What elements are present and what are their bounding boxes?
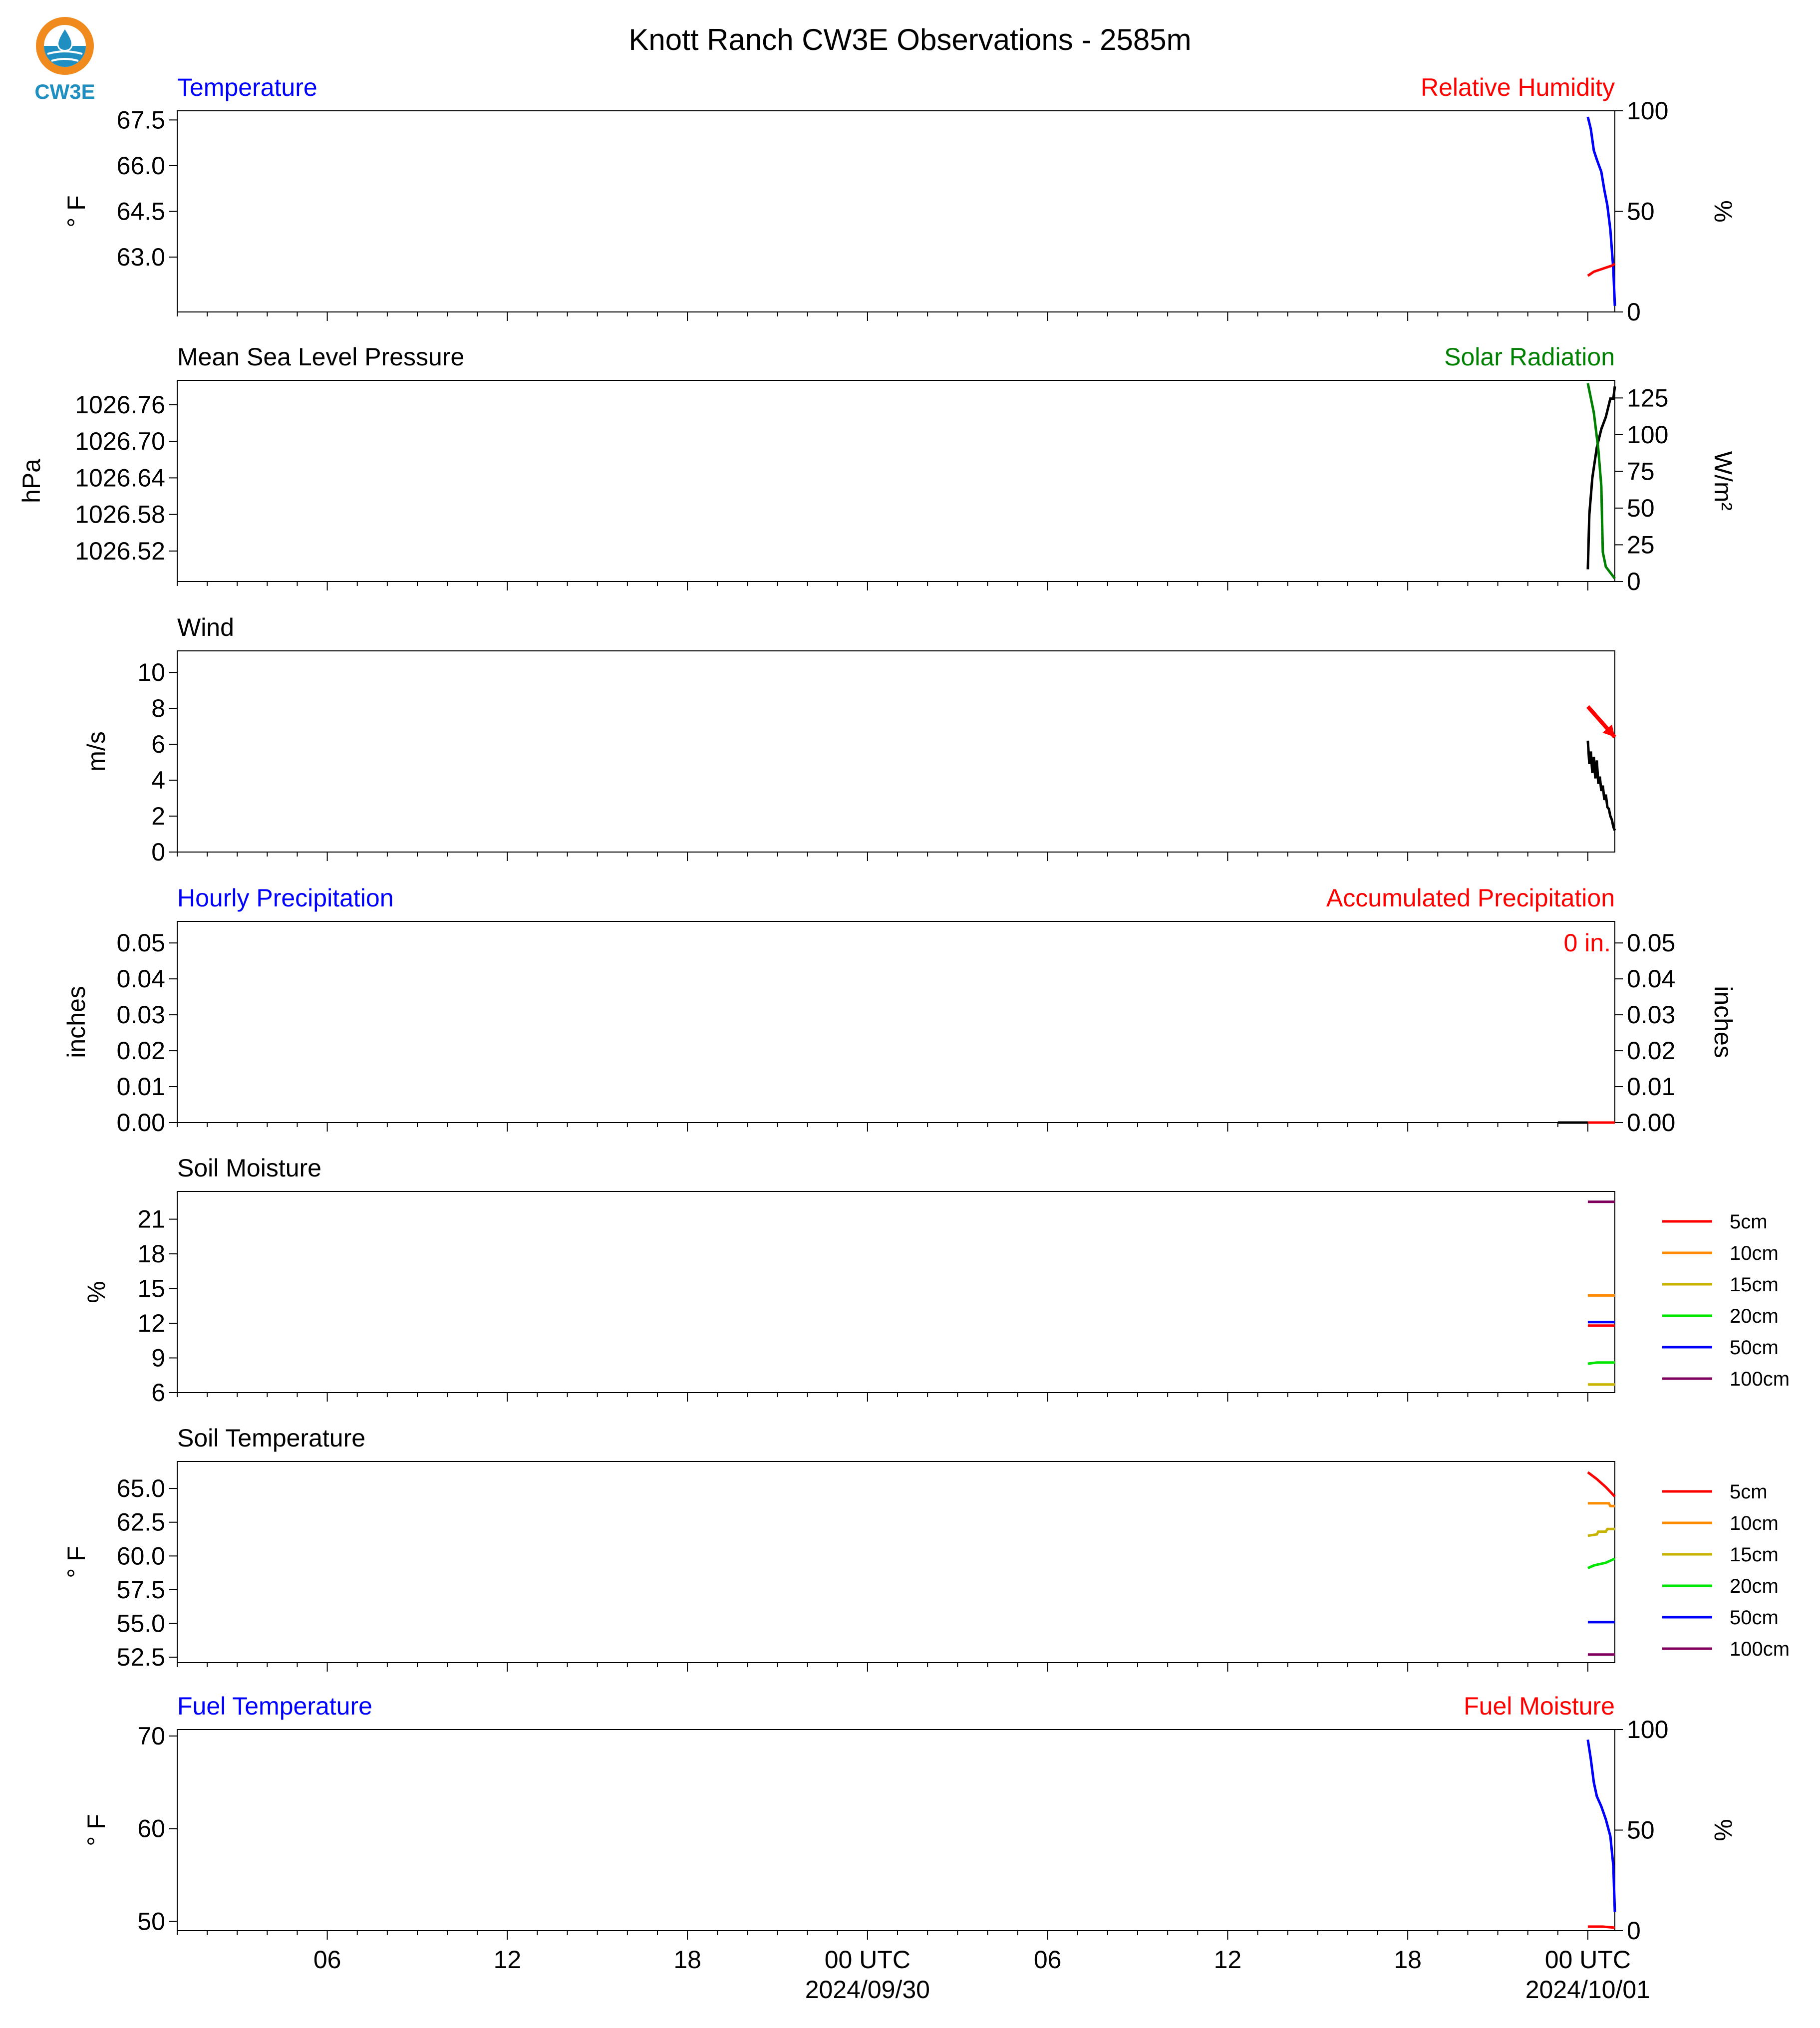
panel-title-left: Mean Sea Level Pressure xyxy=(177,343,465,371)
panel-title-right: Solar Radiation xyxy=(1444,343,1615,371)
y-tick-label-right: 25 xyxy=(1627,531,1655,559)
y-tick-label: 70 xyxy=(137,1722,165,1750)
series-line-15cm xyxy=(1588,1529,1615,1536)
series-line-wind-speed xyxy=(1588,741,1615,831)
y-tick-label: 0.00 xyxy=(116,1109,165,1137)
y-tick-label: 1026.52 xyxy=(75,537,165,565)
y-tick-label-right: 50 xyxy=(1627,1816,1655,1844)
y-tick-label-right: 0.05 xyxy=(1627,929,1676,957)
y-axis-label-right: % xyxy=(1709,200,1737,223)
plot-frame xyxy=(177,111,1615,312)
y-tick-label-right: 50 xyxy=(1627,197,1655,226)
plot-frame xyxy=(177,1461,1615,1663)
series-line-relative-humidity xyxy=(1588,264,1615,276)
y-tick-label: 50 xyxy=(137,1907,165,1936)
y-tick-label: 52.5 xyxy=(116,1643,165,1672)
series-line-10cm xyxy=(1588,1503,1615,1506)
panel-wind xyxy=(82,613,1615,866)
y-axis-label-right: % xyxy=(1709,1819,1737,1841)
x-tick-label: 06 xyxy=(1033,1946,1062,1974)
x-tick-label: 00 UTC xyxy=(1544,1946,1631,1974)
y-tick-label: 66.0 xyxy=(116,151,165,180)
y-axis-label: % xyxy=(82,1281,110,1303)
series-line-20cm xyxy=(1588,1559,1615,1568)
panel-title-right: Relative Humidity xyxy=(1420,73,1615,101)
panel-precip xyxy=(62,884,1737,1137)
panel-title-right: Accumulated Precipitation xyxy=(1326,884,1615,912)
plot-frame xyxy=(177,380,1615,581)
y-tick-label: 4 xyxy=(151,766,165,795)
plot-frame xyxy=(177,1730,1615,1931)
legend-label: 50cm xyxy=(1730,1337,1779,1359)
x-date-label: 2024/09/30 xyxy=(805,1976,930,2004)
y-tick-label: 18 xyxy=(137,1240,165,1268)
y-tick-label: 67.5 xyxy=(116,106,165,134)
panel-title-left: Soil Moisture xyxy=(177,1154,321,1182)
legend-label: 15cm xyxy=(1730,1274,1779,1296)
y-tick-label-right: 50 xyxy=(1627,494,1655,522)
y-tick-label: 8 xyxy=(151,694,165,723)
legend-label: 10cm xyxy=(1730,1242,1779,1264)
y-tick-label: 57.5 xyxy=(116,1575,165,1604)
y-tick-label-right: 100 xyxy=(1627,420,1669,449)
y-axis-label: ° F xyxy=(62,1546,90,1578)
legend-label: 20cm xyxy=(1730,1575,1779,1597)
panel-title-right: Fuel Moisture xyxy=(1464,1692,1615,1720)
x-tick-label: 18 xyxy=(1394,1946,1422,1974)
x-tick-label: 12 xyxy=(493,1946,522,1974)
y-tick-label: 21 xyxy=(137,1205,165,1233)
logo-text: CW3E xyxy=(34,80,95,103)
y-tick-label: 15 xyxy=(137,1274,165,1303)
y-tick-label-right: 0 xyxy=(1627,298,1641,326)
panel-pressure-solar xyxy=(17,343,1737,595)
y-tick-label: 0.02 xyxy=(116,1037,165,1065)
y-tick-label: 9 xyxy=(151,1344,165,1372)
y-tick-label-right: 100 xyxy=(1627,1716,1669,1743)
y-axis-label-right: inches xyxy=(1709,986,1737,1058)
x-tick-label: 00 UTC xyxy=(824,1946,911,1974)
panel-title-left: Soil Temperature xyxy=(177,1424,366,1452)
y-tick-label: 2 xyxy=(151,802,165,831)
panel-soil-moisture xyxy=(82,1154,1790,1407)
legend-label: 100cm xyxy=(1730,1638,1790,1660)
y-tick-label: 0.05 xyxy=(116,929,165,957)
y-axis-label: m/s xyxy=(82,731,110,772)
y-tick-label: 6 xyxy=(151,1379,165,1407)
y-tick-label-right: 0.01 xyxy=(1627,1073,1676,1101)
y-tick-label: 0 xyxy=(151,838,165,866)
panel-fuel xyxy=(82,1692,1737,2004)
legend-label: 15cm xyxy=(1730,1544,1779,1566)
x-date-label: 2024/10/01 xyxy=(1525,1976,1651,2004)
y-tick-label-right: 0.04 xyxy=(1627,965,1676,993)
plot-frame xyxy=(177,1191,1615,1393)
panel-title-left: Hourly Precipitation xyxy=(177,884,394,912)
y-tick-label: 64.5 xyxy=(116,197,165,226)
legend-label: 10cm xyxy=(1730,1512,1779,1534)
legend-label: 5cm xyxy=(1730,1211,1768,1233)
plot-frame xyxy=(177,651,1615,852)
panel-title-left: Temperature xyxy=(177,73,317,101)
y-tick-label: 65.0 xyxy=(116,1474,165,1503)
y-tick-label: 1026.64 xyxy=(75,464,165,492)
y-tick-label: 12 xyxy=(137,1309,165,1338)
x-tick-label: 12 xyxy=(1213,1946,1242,1974)
y-axis-label: inches xyxy=(62,986,90,1058)
panel-soil-temp xyxy=(62,1424,1790,1672)
figure-title: Knott Ranch CW3E Observations - 2585m xyxy=(628,23,1192,56)
panel-title-left: Wind xyxy=(177,613,234,641)
y-tick-label: 1026.76 xyxy=(75,390,165,419)
y-tick-label-right: 0 xyxy=(1627,1917,1641,1945)
legend-label: 5cm xyxy=(1730,1481,1768,1503)
y-tick-label-right: 125 xyxy=(1627,384,1669,412)
y-axis-label: ° F xyxy=(62,195,90,228)
y-tick-label-right: 100 xyxy=(1627,97,1669,125)
panel-temp-rh xyxy=(62,73,1737,326)
series-line-5cm xyxy=(1588,1472,1615,1497)
y-tick-label-right: 75 xyxy=(1627,457,1655,486)
y-tick-label: 1026.58 xyxy=(75,500,165,529)
y-axis-label-right: W/m² xyxy=(1709,451,1737,511)
x-tick-label: 06 xyxy=(313,1946,341,1974)
y-tick-label: 0.04 xyxy=(116,965,165,993)
y-tick-label: 0.03 xyxy=(116,1001,165,1029)
y-tick-label: 0.01 xyxy=(116,1073,165,1101)
legend-label: 50cm xyxy=(1730,1607,1779,1629)
panel-title-left: Fuel Temperature xyxy=(177,1692,372,1720)
legend-label: 100cm xyxy=(1730,1368,1790,1390)
x-tick-label: 18 xyxy=(673,1946,701,1974)
y-tick-label: 1026.70 xyxy=(75,427,165,456)
y-axis-label: hPa xyxy=(17,459,45,503)
y-tick-label: 55.0 xyxy=(116,1609,165,1638)
series-line-fuel-temperature xyxy=(1588,1739,1615,1912)
series-line-20cm xyxy=(1588,1363,1615,1364)
plot-frame xyxy=(177,921,1615,1123)
y-tick-label: 60.0 xyxy=(116,1542,165,1570)
y-tick-label: 62.5 xyxy=(116,1508,165,1536)
series-line-fuel-moisture xyxy=(1588,1927,1615,1928)
accumulated-total-label: 0 in. xyxy=(1563,929,1611,957)
y-tick-label-right: 0.03 xyxy=(1627,1001,1676,1029)
y-tick-label: 63.0 xyxy=(116,243,165,272)
legend-label: 20cm xyxy=(1730,1305,1779,1327)
y-tick-label: 6 xyxy=(151,730,165,759)
y-axis-label: ° F xyxy=(82,1814,110,1846)
y-tick-label-right: 0.02 xyxy=(1627,1037,1676,1065)
y-tick-label-right: 0 xyxy=(1627,568,1641,595)
y-tick-label-right: 0.00 xyxy=(1627,1109,1676,1137)
y-tick-label: 10 xyxy=(137,658,165,687)
series-line-temperature xyxy=(1588,117,1615,306)
y-tick-label: 60 xyxy=(137,1814,165,1843)
